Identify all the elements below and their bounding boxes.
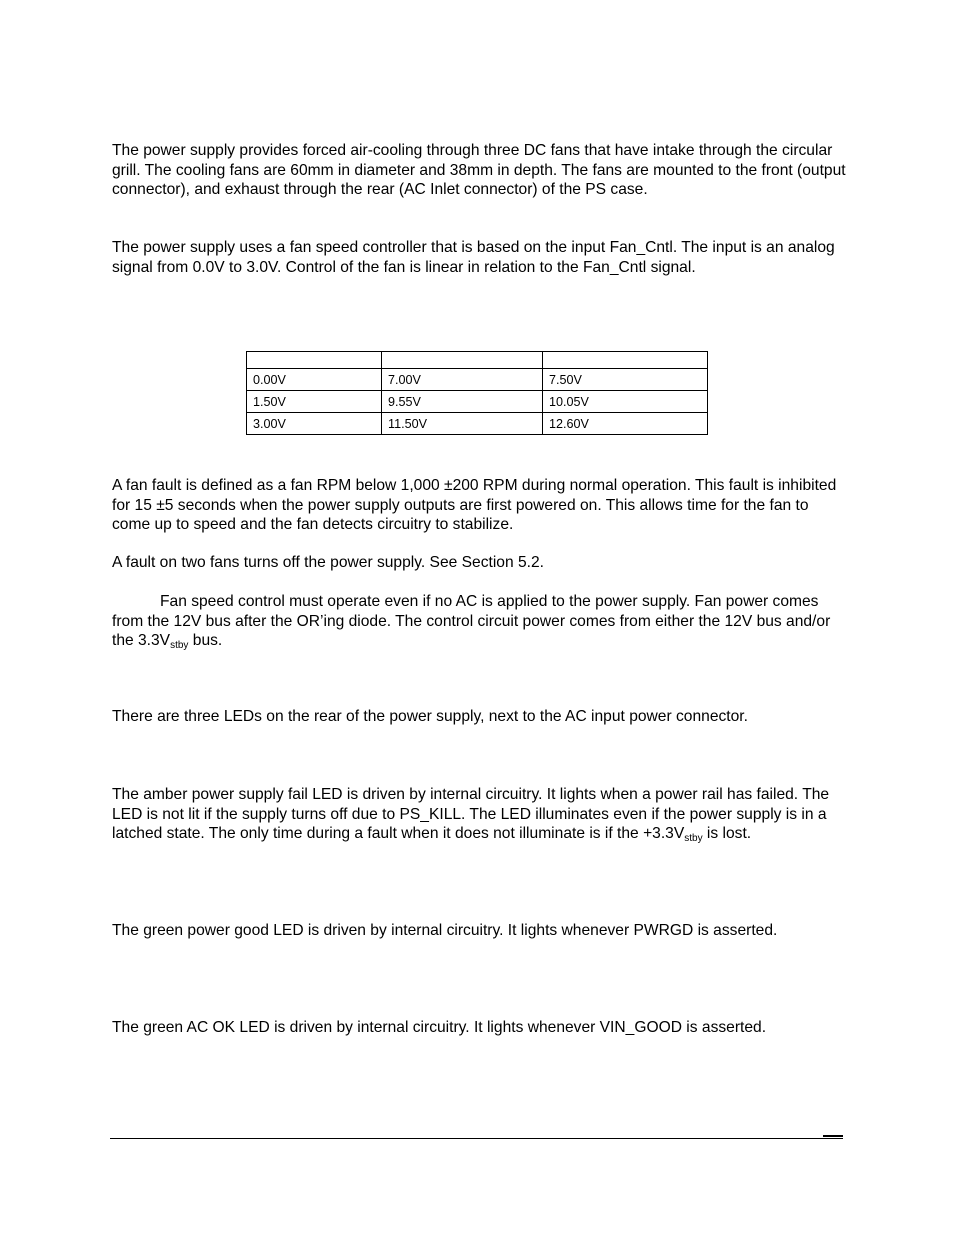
fan-fault-paragraph: A fan fault is defined as a fan RPM below 1,000 ±200 RPM during normal operation. This fault is inhibited for 15 ±5 seconds when the power supply outputs are first powered on. This allows time for the fan to come up to speed and the fan detects circuitry to stabilize. — [112, 477, 837, 534]
fail-led-text: The amber power supply fail LED is driven by internal circuitry. It lights when a power rail has failed. The LED is not lit if the supply turns off due to PS_KILL. The LED illuminates even if the power supply is in a latched state. The only time during a fault when it does not illuminate is if the +3.3V — [112, 786, 830, 843]
table-cell: 7.50V — [543, 369, 708, 391]
note-subscript: stby — [170, 640, 189, 652]
table-header-row — [247, 352, 708, 369]
table-row — [247, 391, 708, 413]
table-cell: 3.00V — [247, 413, 382, 435]
fail-led-text-end: is lost. — [702, 825, 752, 843]
table-header-cell — [247, 352, 382, 369]
power-good-led-paragraph: The green power good LED is driven by internal circuitry. It lights whenever PWRGD is asserted. — [112, 922, 778, 939]
note-text-end: bus. — [188, 632, 223, 650]
fan-power-note — [112, 592, 847, 651]
table-cell: 0.00V — [247, 369, 382, 391]
footer-rule — [110, 1138, 843, 1139]
table-cell: 1.50V — [247, 391, 382, 413]
fan-voltage-table — [246, 351, 708, 435]
table-header-cell — [543, 352, 708, 369]
led-intro-paragraph: There are three LEDs on the rear of the power supply, next to the AC input power connector. — [112, 708, 748, 725]
table-row — [247, 369, 708, 391]
ac-ok-led-paragraph: The green AC OK LED is driven by internal circuitry. It lights whenever VIN_GOOD is asserted. — [112, 1019, 767, 1036]
cooling-paragraph: The power supply provides forced air-cooling through three DC fans that have intake through the circular grill. The cooling fans are 60mm in diameter and 38mm in depth. The fans are mounted to the front (output connector), and exhaust through the rear (AC Inlet connector) of the PS case. — [112, 142, 846, 199]
table-row — [247, 413, 708, 435]
table-cell: 11.50V — [382, 413, 543, 435]
footer-mark — [823, 1135, 843, 1137]
note-text: Fan speed control must operate even if no AC is applied to the power supply. Fan power comes from the 12V bus after the OR’ing diode. The control circuit power comes from either the 12V bus and/or the 3.3V — [112, 593, 831, 650]
table-header-cell — [382, 352, 543, 369]
table-cell: 7.00V — [382, 369, 543, 391]
two-fan-fault-paragraph: A fault on two fans turns off the power supply. See Section 5.2. — [112, 554, 544, 571]
fan-control-paragraph: The power supply uses a fan speed controller that is based on the input Fan_Cntl. The input is an analog signal from 0.0V to 3.0V. Control of the fan is linear in relation to the Fan_Cntl signal. — [112, 239, 835, 276]
fail-led-paragraph — [112, 785, 847, 844]
fail-led-subscript: stby — [684, 833, 703, 845]
table-cell: 9.55V — [382, 391, 543, 413]
table-cell: 12.60V — [543, 413, 708, 435]
table-cell: 10.05V — [543, 391, 708, 413]
